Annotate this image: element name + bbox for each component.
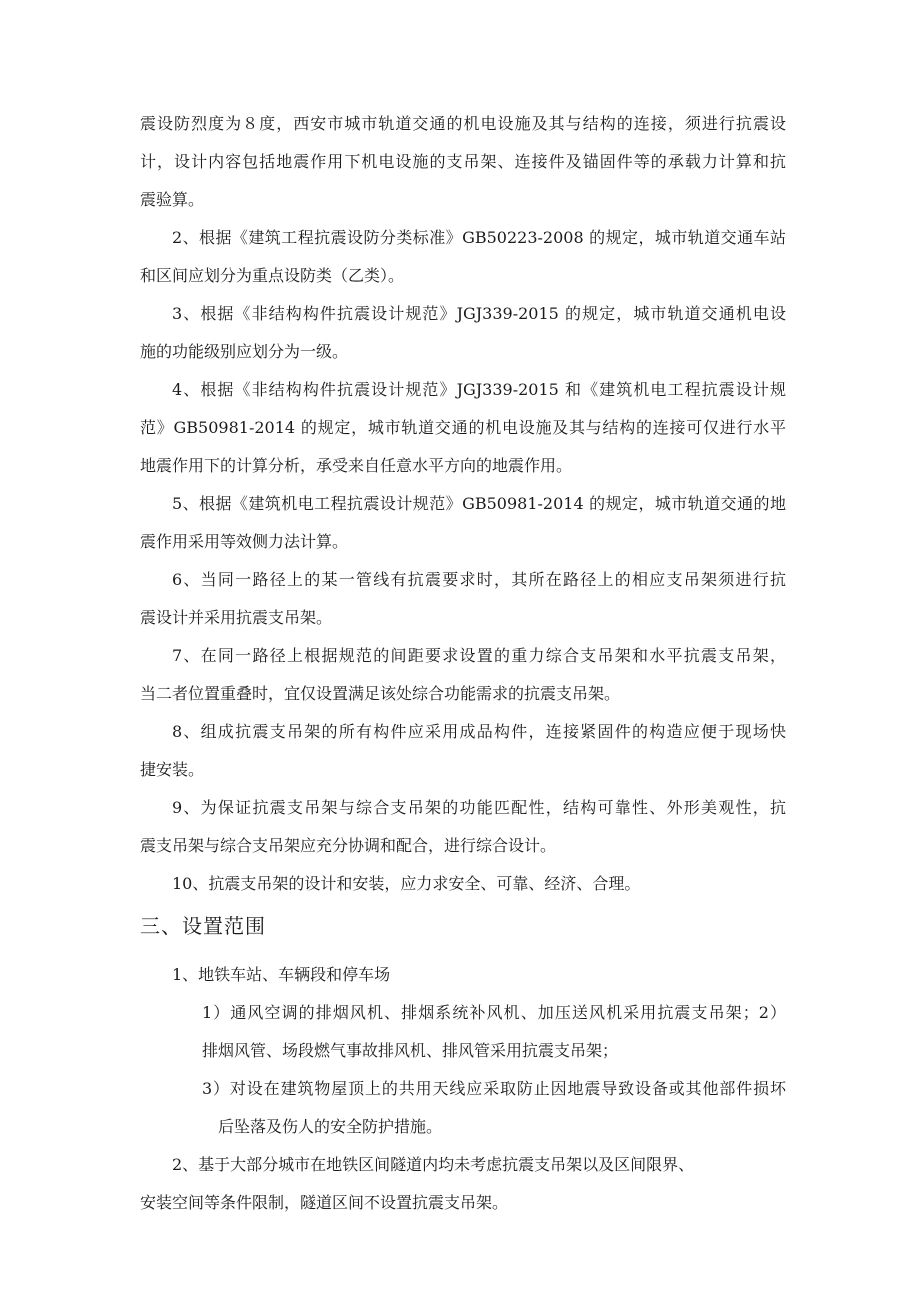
paragraph-line: 9、为保证抗震支吊架与综合支吊架的功能匹配性，结构可靠性、外形美观性，抗	[172, 798, 786, 817]
paragraph-line: 震作用采用等效侧力法计算。	[140, 532, 349, 551]
paragraph-line: 震支吊架与综合支吊架应充分协调和配合，进行综合设计。	[140, 836, 557, 855]
paragraph-line: 计，设计内容包括地震作用下机电设施的支吊架、连接件及锚固件等的承载力计算和抗	[140, 152, 786, 171]
sub-item-line: 后坠落及伤人的安全防护措施。	[218, 1117, 443, 1136]
paragraph-line: 2、根据《建筑工程抗震设防分类标准》GB50223-2008 的规定，城市轨道交通车站	[172, 228, 786, 247]
paragraph-line: 4、根据《非结构构件抗震设计规范》JGJ339-2015 和《建筑机电工程抗震设计规	[172, 380, 786, 399]
paragraph-line: 当二者位置重叠时，宜仅设置满足该处综合功能需求的抗震支吊架。	[140, 684, 621, 703]
paragraph-line: 震设防烈度为８度，西安市城市轨道交通的机电设施及其与结构的连接，须进行抗震设	[140, 114, 786, 133]
paragraph-line: 范》GB50981-2014 的规定，城市轨道交通的机电设施及其与结构的连接可仅进行水平	[140, 418, 786, 437]
paragraph-line: 6、当同一路径上的某一管线有抗震要求时，其所在路径上的相应支吊架须进行抗	[172, 570, 786, 589]
paragraph-line: 震验算。	[140, 190, 205, 209]
section-heading: 三、设置范围	[140, 914, 266, 938]
paragraph-line: 3、根据《非结构构件抗震设计规范》JGJ339-2015 的规定，城市轨道交通机电设	[172, 304, 786, 323]
paragraph-line: 2、基于大部分城市在地铁区间隧道内均未考虑抗震支吊架以及区间限界、	[172, 1155, 695, 1174]
paragraph-line: 10、抗震支吊架的设计和安装，应力求安全、可靠、经济、合理。	[172, 874, 641, 893]
paragraph-line: 施的功能级别应划分为一级。	[140, 342, 349, 361]
paragraph-line: 8、组成抗震支吊架的所有构件应采用成品构件，连接紧固件的构造应便于现场快	[172, 722, 786, 741]
list-item-title: 1、地铁车站、车辆段和停车场	[172, 965, 391, 984]
paragraph-line: 和区间应划分为重点设防类（乙类）。	[140, 266, 405, 285]
sub-item-line: 3）对设在建筑物屋顶上的共用天线应采取防止因地震导致设备或其他部件损坏	[202, 1079, 786, 1098]
paragraph-line: 5、根据《建筑机电工程抗震设计规范》GB50981-2014 的规定，城市轨道交通的地	[172, 494, 786, 513]
paragraph-line: 震设计并采用抗震支吊架。	[140, 608, 333, 627]
paragraph-line: 捷安装。	[140, 760, 205, 779]
paragraph-line: 7、在同一路径上根据规范的间距要求设置的重力综合支吊架和水平抗震支吊架，	[172, 646, 786, 665]
sub-item-line: 1）通风空调的排烟风机、排烟系统补风机、加压送风机采用抗震支吊架；2）	[202, 1003, 786, 1022]
paragraph-line: 安装空间等条件限制，隧道区间不设置抗震支吊架。	[140, 1193, 509, 1212]
paragraph-line: 地震作用下的计算分析，承受来自任意水平方向的地震作用。	[140, 456, 573, 475]
sub-item-line: 排烟风管、场段燃气事故排风机、排风管采用抗震支吊架；	[202, 1041, 619, 1060]
